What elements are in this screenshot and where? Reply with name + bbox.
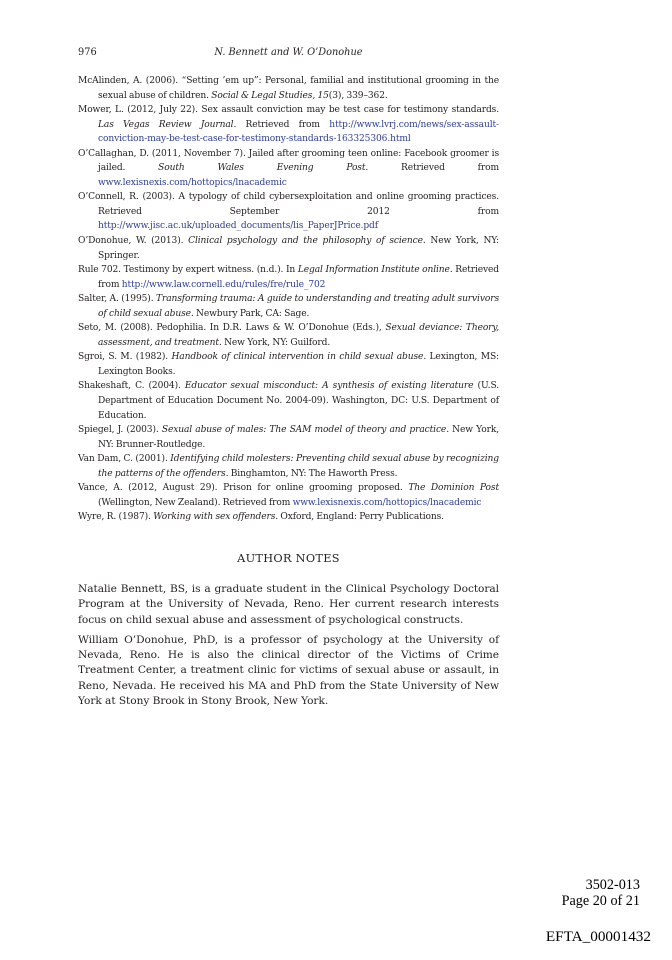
doc-id: 3502-013 (585, 877, 640, 893)
reference-entry (78, 103, 499, 147)
reference-text: O’Callaghan, D. (2011, November 7). Jailed after grooming teen online: Facebook groomer is jailed. (78, 148, 499, 174)
running-header (78, 47, 499, 61)
bates-number: EFTA_00001432 (545, 928, 651, 945)
reference-text: Shakeshaft, C. (2004). (78, 381, 185, 392)
reference-title: Social & Legal Studies, 15 (211, 90, 329, 101)
reference-link[interactable]: www.lexisnexis.com/hottopics/lnacademic (98, 177, 287, 188)
reference-text: . Lexington, MS: Lexington Books. (98, 352, 500, 377)
reference-title: Identifying child molesters: Preventing child sexual abuse by recognizing the patterns of the offenders (98, 454, 499, 479)
reference-text: . Retrieved from (98, 265, 500, 290)
reference-link[interactable]: http://www.lvrj.com/news/sex-assault-conviction-may-be-test-case-for-testimony-standards-163325306.html (98, 119, 499, 145)
author-notes (78, 582, 499, 714)
reference-link[interactable]: http://www.law.cornell.edu/rules/fre/rule_702 (121, 279, 326, 290)
reference-entry (78, 321, 499, 350)
reference-title: Sexual abuse of males: The SAM model of theory and practice (161, 425, 447, 436)
reference-text: . New York, NY: Guilford. (218, 337, 331, 348)
reference-text: Vance, A. (2012, August 29). Prison for online grooming proposed. (78, 483, 409, 494)
reference-entry (78, 74, 499, 103)
reference-text: Sgroi, S. M. (1982). (78, 352, 172, 363)
reference-text: (Wellington, New Zealand). Retrieved from (98, 497, 293, 508)
reference-text: O’Connell, R. (2003). A typology of child cybersexploitation and online grooming practices. Retrieved September 2012 from (78, 192, 499, 217)
reference-title: Handbook of clinical intervention in child sexual abuse (171, 352, 424, 363)
reference-entry (78, 190, 499, 234)
reference-title: Transforming trauma: A guide to understanding and treating adult survivors of child sexual abuse (98, 294, 499, 319)
reference-list (78, 74, 499, 525)
author-note-bennett: Natalie Bennett, BS, is a graduate student in the Clinical Psychology Doctoral Program at the University of Nevada, Reno. Her current research interests focus on child sexual abuse and assessment of psychological constructs. (78, 583, 499, 626)
reference-text: Van Dam, C. (2001). (78, 454, 171, 465)
reference-entry (78, 234, 499, 263)
reference-text: Rule 702. Testimony by expert witness. (n.d.). In (78, 265, 298, 276)
reference-text: . Retrieved from (233, 119, 330, 130)
reference-text: (U.S. Department of Education Document No. 2004-09). Washington, DC: U.S. Department of Education. (98, 381, 500, 421)
reference-text: Mower, L. (2012, July 22). Sex assault conviction may be test case for testimony standards. (78, 105, 499, 116)
reference-text: O’Donohue, W. (2013). (78, 236, 189, 247)
reference-entry (78, 423, 499, 452)
document-stamp (562, 878, 640, 909)
reference-entry (78, 263, 499, 292)
reference-title: The Dominion Post (408, 483, 499, 494)
reference-title: Las Vegas Review Journal (98, 119, 234, 130)
author-note-odonohue: William O’Donohue, PhD, is a professor of psychology at the University of Nevada, Reno. He is also the clinical director of the Victims of Crime Treatment Center, a treatment clinic for victims of sexual abuse or assault, in Reno, Nevada. He received his MA and PhD from the State University of New York at Stony Brook in Stony Brook, New York. (78, 633, 499, 708)
author-notes-heading: AUTHOR NOTES (237, 552, 340, 565)
reference-entry (78, 147, 499, 191)
reference-text: . Retrieved from (365, 163, 499, 174)
reference-text: . New York, NY: Springer. (98, 236, 500, 261)
reference-entry (78, 292, 499, 321)
page-number: 976 (78, 47, 97, 58)
reference-title: Clinical psychology and the philosophy of science (188, 236, 423, 247)
reference-text: . Newbury Park, CA: Sage. (190, 308, 310, 319)
reference-text: . Oxford, England: Perry Publications. (275, 512, 444, 523)
reference-title: Legal Information Institute online (297, 265, 450, 276)
reference-title: South Wales Evening Post (158, 163, 366, 174)
running-head-authors: N. Bennett and W. O’Donohue (214, 47, 363, 58)
reference-entry (78, 350, 499, 379)
reference-link[interactable]: www.lexisnexis.com/hottopics/lnacademic (292, 497, 482, 508)
reference-text: Spiegel, J. (2003). (78, 425, 162, 436)
reference-title: Sexual deviance: Theory, assessment, and treatment (98, 323, 499, 348)
reference-text: . Binghamton, NY: The Haworth Press. (225, 468, 398, 479)
reference-title: Educator sexual misconduct: A synthesis of existing literature (184, 381, 474, 392)
reference-text: (3), 339–362. (328, 90, 388, 101)
reference-entry (78, 379, 499, 423)
reference-text: Salter, A. (1995). (78, 294, 157, 305)
page-of-label: Page 20 of 21 (561, 892, 640, 909)
reference-text: McAlinden, A. (2006). “Setting ’em up”: Personal, familial and institutional grooming in the sexual abuse of children. (78, 76, 499, 101)
reference-text: Seto, M. (2008). Pedophilia. In D.R. Laws & W. O’Donohue (Eds.), (78, 323, 386, 334)
reference-text: Wyre, R. (1987). (78, 512, 154, 523)
reference-text: . New York, NY: Brunner-Routledge. (98, 425, 499, 450)
reference-entry (78, 452, 499, 481)
reference-link[interactable]: http://www.jisc.ac.uk/uploaded_documents/lis_PaperJPrice.pdf (98, 221, 379, 232)
reference-entry (78, 510, 499, 525)
reference-title: Working with sex offenders (153, 512, 276, 523)
reference-entry (78, 481, 499, 510)
